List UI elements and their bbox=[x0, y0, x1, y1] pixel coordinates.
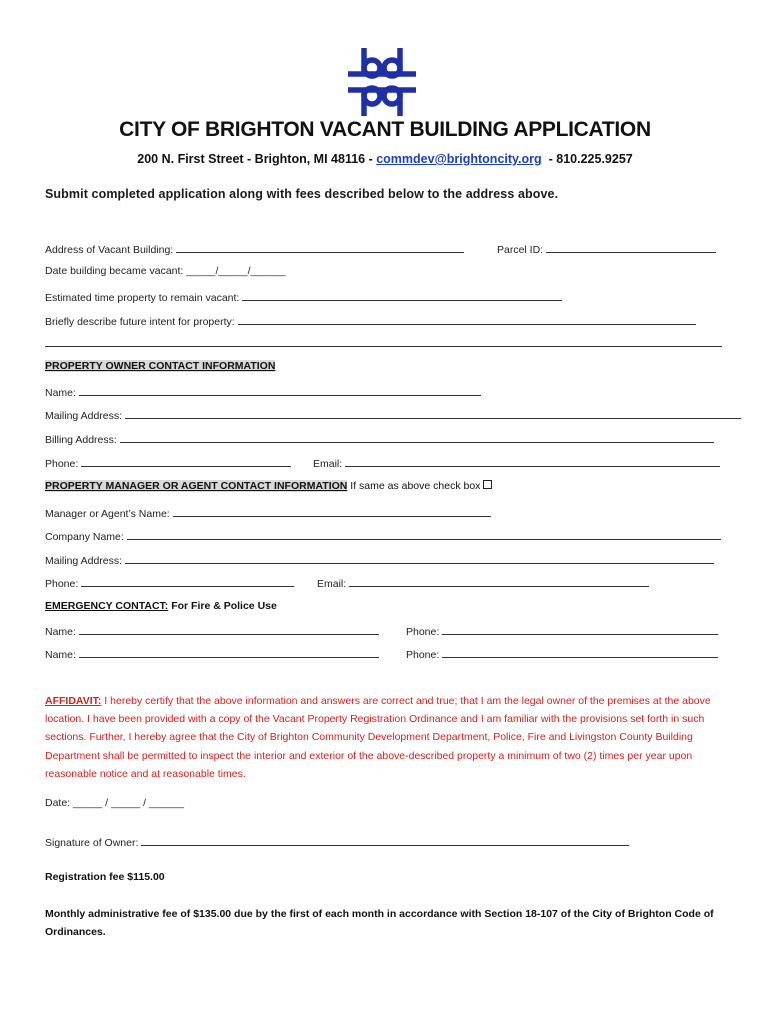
manager-email-row bbox=[317, 575, 649, 590]
emergency-name-field-2[interactable] bbox=[79, 646, 379, 658]
registration-fee: Registration fee $115.00 bbox=[45, 871, 165, 883]
emergency-heading: EMERGENCY CONTACT: For Fire & Police Use bbox=[45, 600, 277, 612]
owner-billing-field[interactable] bbox=[120, 431, 714, 443]
page-title: CITY OF BRIGHTON VACANT BUILDING APPLICATION bbox=[119, 118, 651, 141]
emergency-name-row-1 bbox=[45, 623, 379, 638]
date-vacant-field[interactable]: _____/_____/______ bbox=[186, 265, 286, 277]
emergency-phone-field-2[interactable] bbox=[442, 646, 718, 658]
time-vacant-row bbox=[45, 289, 562, 304]
same-as-above-checkbox[interactable] bbox=[483, 480, 492, 489]
emergency-phone-row-1 bbox=[406, 623, 718, 638]
owner-name-field[interactable] bbox=[79, 384, 481, 396]
manager-phone-field[interactable] bbox=[81, 575, 294, 587]
email-link[interactable]: commdev@brightoncity.org bbox=[376, 152, 542, 166]
manager-name-field[interactable] bbox=[173, 505, 491, 517]
emergency-phone-label: Phone: bbox=[406, 649, 440, 661]
date-vacant-row bbox=[45, 265, 286, 277]
phone-text: - 810.225.9257 bbox=[548, 152, 633, 166]
monthly-fee: Monthly administrative fee of $135.00 due by the first of each month in accordance with Section 18-107 of the City of Brighton Code of Ordinances. bbox=[45, 908, 714, 938]
date-field[interactable]: _____ / _____ / ______ bbox=[73, 797, 184, 809]
manager-email-field[interactable] bbox=[349, 575, 649, 587]
address-field-row bbox=[45, 241, 464, 256]
company-row bbox=[45, 528, 721, 543]
signature-label: Signature of Owner: bbox=[45, 837, 139, 849]
address-label: Address of Vacant Building: bbox=[45, 244, 174, 256]
manager-mailing-label: Mailing Address: bbox=[45, 555, 123, 567]
intent-row bbox=[45, 313, 696, 328]
affidavit-paragraph bbox=[45, 692, 733, 783]
manager-mailing-row bbox=[45, 552, 714, 567]
address-field[interactable] bbox=[176, 241, 464, 253]
emergency-sub: For Fire & Police Use bbox=[168, 600, 277, 612]
emergency-phone-label: Phone: bbox=[406, 626, 440, 638]
signature-field[interactable] bbox=[141, 834, 629, 846]
same-as-above-note: If same as above check box bbox=[347, 480, 481, 492]
instructions: Submit completed application along with fees described below to the address above. bbox=[45, 187, 559, 201]
owner-billing-row bbox=[45, 431, 714, 446]
manager-email-label: Email: bbox=[317, 578, 347, 590]
intent-field-line-2[interactable] bbox=[45, 346, 722, 347]
emergency-phone-row-2 bbox=[406, 646, 718, 661]
owner-email-label: Email: bbox=[313, 458, 343, 470]
affidavit-text: I hereby certify that the above information and answers are correct and true; that I am the legal owner of the premises at the above location. I have been provided with a copy of the Vacant Property Registration Ordinance and I am familiar with the provisions set forth in such sections. Further, I hereby agree that the City of Brighton Community Development Department, Police, Fire and Livingston County Building Department shall be permitted to inspect the interior and exterior of the above-described property a minimum of two (2) times per year upon reasonable notice and at reasonable times. bbox=[45, 695, 711, 780]
owner-phone-row bbox=[45, 455, 291, 470]
intent-label: Briefly describe future intent for property: bbox=[45, 316, 235, 328]
parcel-field[interactable] bbox=[546, 241, 716, 253]
owner-email-row bbox=[313, 455, 720, 470]
manager-phone-row bbox=[45, 575, 294, 590]
intent-field[interactable] bbox=[238, 313, 696, 325]
emergency-name-label: Name: bbox=[45, 626, 76, 638]
company-label: Company Name: bbox=[45, 531, 124, 543]
parcel-field-row bbox=[497, 241, 716, 256]
owner-mailing-label: Mailing Address: bbox=[45, 410, 123, 422]
manager-name-label: Manager or Agent’s Name: bbox=[45, 508, 170, 520]
date-vacant-label: Date building became vacant: bbox=[45, 265, 184, 277]
manager-mailing-field[interactable] bbox=[125, 552, 714, 564]
date-row bbox=[45, 797, 184, 809]
emergency-name-field-1[interactable] bbox=[79, 623, 379, 635]
affidavit-heading: AFFIDAVIT: bbox=[45, 695, 102, 707]
manager-heading: PROPERTY MANAGER OR AGENT CONTACT INFORMATION If same as above check box bbox=[45, 480, 492, 492]
owner-phone-field[interactable] bbox=[81, 455, 291, 467]
emergency-name-label: Name: bbox=[45, 649, 76, 661]
emergency-name-row-2 bbox=[45, 646, 379, 661]
emergency-phone-field-1[interactable] bbox=[442, 623, 718, 635]
owner-phone-label: Phone: bbox=[45, 458, 79, 470]
owner-email-field[interactable] bbox=[345, 455, 720, 467]
parcel-label: Parcel ID: bbox=[497, 244, 544, 256]
owner-billing-label: Billing Address: bbox=[45, 434, 117, 446]
contact-line bbox=[0, 152, 770, 166]
owner-mailing-field[interactable] bbox=[125, 407, 741, 419]
owner-name-row bbox=[45, 384, 481, 399]
manager-name-row bbox=[45, 505, 491, 520]
owner-mailing-row bbox=[45, 407, 741, 422]
owner-heading: PROPERTY OWNER CONTACT INFORMATION bbox=[45, 360, 276, 372]
owner-name-label: Name: bbox=[45, 387, 76, 399]
manager-phone-label: Phone: bbox=[45, 578, 79, 590]
signature-row bbox=[45, 834, 629, 849]
time-vacant-field[interactable] bbox=[242, 289, 562, 301]
address-text: 200 N. First Street - Brighton, MI 48116 - bbox=[137, 152, 377, 166]
time-vacant-label: Estimated time property to remain vacant: bbox=[45, 292, 240, 304]
date-label: Date: bbox=[45, 797, 71, 809]
company-field[interactable] bbox=[127, 528, 721, 540]
city-logo-icon bbox=[344, 44, 420, 120]
